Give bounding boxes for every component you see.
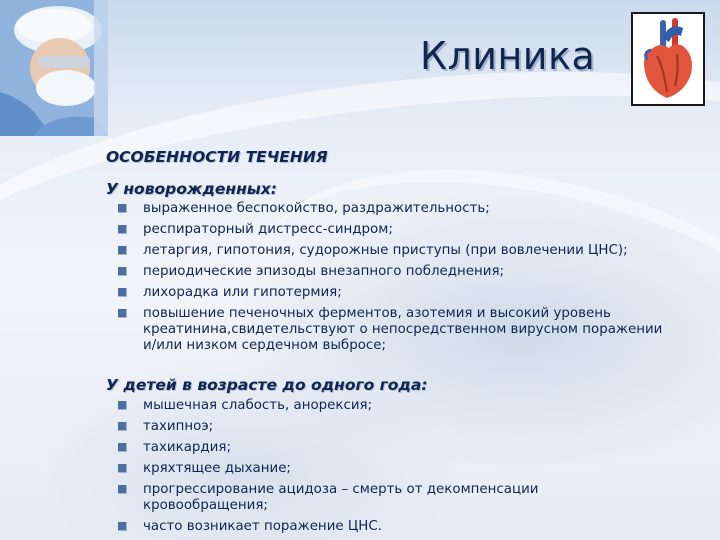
list-item-text: кряхтящее дыхание;: [143, 461, 291, 476]
surgeon-photo: [0, 0, 108, 136]
list-item: [118, 482, 638, 514]
square-bullet-icon: [118, 443, 127, 452]
list-item: [118, 285, 668, 301]
list-item: [118, 398, 638, 414]
newborn-heading: У новорожденных:: [106, 180, 277, 198]
square-bullet-icon: [118, 204, 127, 213]
square-bullet-icon: [118, 522, 127, 531]
page-title: Клиника: [420, 34, 596, 78]
list-item-text: выраженное беспокойство, раздражительность;: [143, 201, 490, 216]
infant-heading: У детей в возрасте до одного года:: [106, 376, 428, 394]
list-item-text: респираторный дистресс-синдром;: [143, 222, 393, 237]
list-item-text: тахипноэ;: [143, 419, 214, 434]
list-item-text: мышечная слабость, анорексия;: [143, 398, 373, 413]
square-bullet-icon: [118, 309, 127, 318]
square-bullet-icon: [118, 401, 127, 410]
infant-symptom-list: [118, 398, 638, 540]
newborn-symptom-list: [118, 201, 668, 359]
list-item: [118, 419, 638, 435]
list-item: [118, 264, 668, 280]
list-item: [118, 306, 668, 354]
square-bullet-icon: [118, 225, 127, 234]
square-bullet-icon: [118, 288, 127, 297]
list-item: [118, 440, 638, 456]
list-item-text: прогрессирование ацидоза – смерть от декомпенсации кровообращения;: [143, 482, 539, 513]
list-item: [118, 201, 668, 217]
list-item: [118, 222, 668, 238]
square-bullet-icon: [118, 246, 127, 255]
list-item: [118, 519, 638, 535]
list-item-text: периодические эпизоды внезапного побледнения;: [143, 264, 505, 279]
list-item-text: тахикардия;: [143, 440, 231, 455]
heart-anatomy-icon: [631, 12, 705, 106]
list-item-text: летаргия, гипотония, судорожные приступы (при вовлечении ЦНС);: [143, 243, 628, 258]
square-bullet-icon: [118, 485, 127, 494]
square-bullet-icon: [118, 267, 127, 276]
list-item: [118, 243, 668, 259]
list-item-text: повышение печеночных ферментов, азотемия и высокий уровень креатинина,свидетельствуют о непосредственном вирусном поражении и/или низком сердечном выбросе;: [143, 306, 663, 353]
list-item-text: лихорадка или гипотермия;: [143, 285, 342, 300]
list-item-text: часто возникает поражение ЦНС.: [143, 519, 382, 534]
list-item: [118, 461, 638, 477]
square-bullet-icon: [118, 464, 127, 473]
square-bullet-icon: [118, 422, 127, 431]
section-heading: ОСОБЕННОСТИ ТЕЧЕНИЯ: [106, 148, 328, 166]
